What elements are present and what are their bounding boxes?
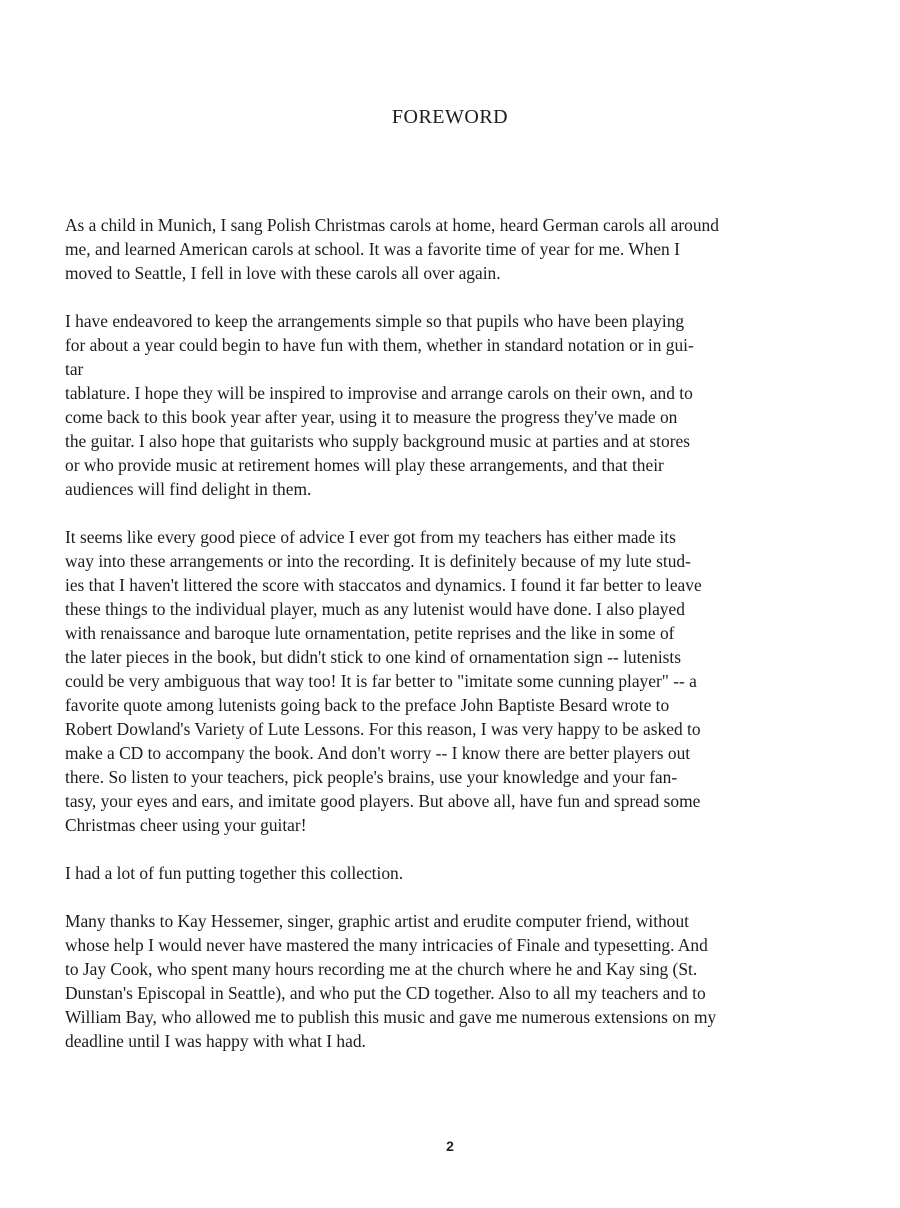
paragraph-arrangements — [65, 309, 845, 501]
text-line: tasy, your eyes and ears, and imitate good players. But above all, have fun and spread some — [65, 791, 701, 811]
text-line: come back to this book year after year, using it to measure the progress they've made on — [65, 407, 678, 427]
text-line: make a CD to accompany the book. And don't worry -- I know there are better players out — [65, 743, 691, 763]
text-line: Many thanks to Kay Hessemer, singer, graphic artist and erudite computer friend, without — [65, 911, 690, 931]
foreword-body — [65, 213, 845, 1077]
text-line: with renaissance and baroque lute ornamentation, petite reprises and the like in some of — [65, 623, 675, 643]
text-line: there. So listen to your teachers, pick people's brains, use your knowledge and your fan- — [65, 767, 678, 787]
text-line: could be very ambiguous that way too! It is far better to "imitate some cunning player" -- a — [65, 671, 697, 691]
text-line: me, and learned American carols at school. It was a favorite time of year for me. When I — [65, 239, 680, 259]
text-line: As a child in Munich, I sang Polish Christmas carols at home, heard German carols all around — [65, 215, 719, 235]
text-line: William Bay, who allowed me to publish this music and gave me numerous extensions on my — [65, 1007, 717, 1027]
text-line: I have endeavored to keep the arrangements simple so that pupils who have been playing — [65, 311, 685, 331]
text-line: these things to the individual player, much as any lutenist would have done. I also played — [65, 599, 685, 619]
paragraph-childhood — [65, 213, 845, 285]
page-number: 2 — [446, 1138, 454, 1154]
text-line: I had a lot of fun putting together this collection. — [65, 863, 404, 883]
text-line: way into these arrangements or into the recording. It is definitely because of my lute stud- — [65, 551, 691, 571]
text-line: for about a year could begin to have fun with them, whether in standard notation or in gui- — [65, 335, 694, 355]
text-line: ies that I haven't littered the score with staccatos and dynamics. I found it far better to leave — [65, 575, 702, 595]
text-line: the guitar. I also hope that guitarists who supply background music at parties and at stores — [65, 431, 690, 451]
paragraph-advice — [65, 525, 845, 837]
text-line: whose help I would never have mastered the many intricacies of Finale and typesetting. And — [65, 935, 708, 955]
text-line: It seems like every good piece of advice I ever got from my teachers has either made its — [65, 527, 676, 547]
text-line: Christmas cheer using your guitar! — [65, 815, 307, 835]
text-line: tar — [65, 359, 84, 379]
paragraph-thanks — [65, 909, 845, 1053]
text-line: favorite quote among lutenists going back to the preface John Baptiste Besard wrote to — [65, 695, 670, 715]
text-line: or who provide music at retirement homes will play these arrangements, and that their — [65, 455, 664, 475]
text-line: deadline until I was happy with what I had. — [65, 1031, 366, 1051]
paragraph-fun — [65, 861, 845, 885]
text-line: Dunstan's Episcopal in Seattle), and who put the CD together. Also to all my teachers and to — [65, 983, 706, 1003]
text-line: moved to Seattle, I fell in love with these carols all over again. — [65, 263, 501, 283]
text-line: Robert Dowland's Variety of Lute Lessons. For this reason, I was very happy to be asked to — [65, 719, 701, 739]
page-title: FOREWORD — [391, 106, 509, 128]
text-line: the later pieces in the book, but didn't stick to one kind of ornamentation sign -- lutenists — [65, 647, 682, 667]
text-line: audiences will find delight in them. — [65, 479, 312, 499]
text-line: tablature. I hope they will be inspired to improvise and arrange carols on their own, and to — [65, 383, 693, 403]
text-line: to Jay Cook, who spent many hours recording me at the church where he and Kay sing (St. — [65, 959, 698, 979]
